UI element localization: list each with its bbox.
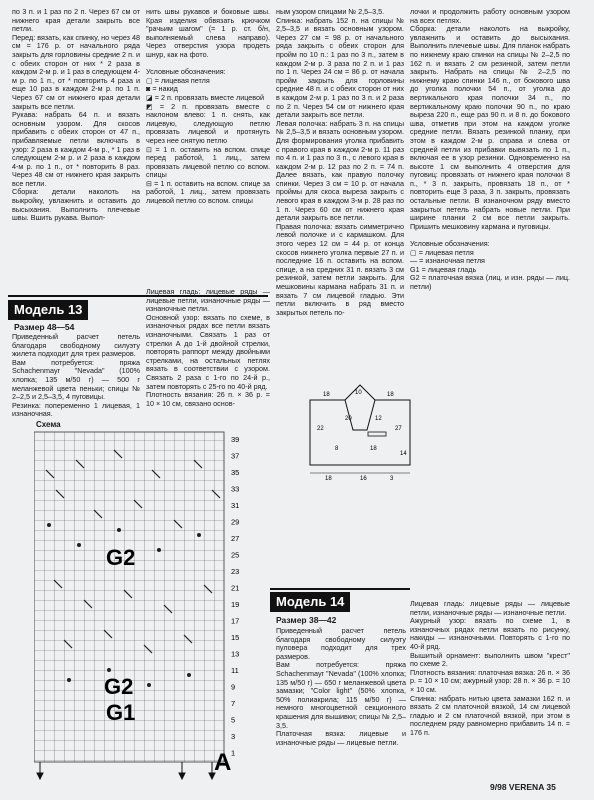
row-number: 37 xyxy=(231,451,240,461)
vest-dimension: 18 xyxy=(387,392,394,398)
row-number: 13 xyxy=(231,649,240,659)
vest-dimension: 12 xyxy=(375,416,382,422)
row-number: 21 xyxy=(231,583,240,593)
model-13-heading: Модель 13 xyxy=(8,300,88,320)
row-number: 25 xyxy=(231,550,240,560)
text-column-3-top: ным узором спицами № 2,5–3,5. Спинка: набрать 152 п. на спицы № 2,5–3,5 и вязать основным узором. Через 27 см = 98 р. от начального ряда закрыть с обеих сторон для пройм по 10 п.: 1 раз по 3 п., затем в каждом 2-м р. 3 раза по 2 п. и 1 раз по 1 п. Через 24 см = 86 р. от начала пройм закрыть для горловины средние 48 п. и с обеих сторон от них в каждом 2-м р. 1 раз по 3 п. и 2 раза по 2 п. Через 54 см от нижнего края детали закрыть все петли. Левая полочка: набрать 3 п. на спицы № 2,5–3,5 и вязать основным узором. Для формирования уголка прибавить с правого края в каждом 2-м р. 11 раз по 4 п. и 1 раз по 3 п., с левого края в каждом 2-м р. 12 раз по 2 п. = 74 п. Далее вязать, как правую полочку спинки. Через 3 см = 10 р. от начала проймы для скоса выреза закрыть с левого края в каждом 3-м р. 28 раз по 1 п. Через 60 см от нижнего края детали закрыть все петли. Правая полочка: вязать симметрично левой полочке и с кармашком. Для этого через 12 см = 44 р. от конца скосов нижнего уголка первые 27 п. и последние 16 п. оставить на вспом. спице, а на средних 31 п. вязать 3 см резинкой, затем петли закрыть. Для мешковины кармана набрать 31 п. и вязать 7 см лицевой гладью. Эти петли включить в ряд вместо закрытых петель по- xyxy=(276,7,404,317)
row-number: 9 xyxy=(231,682,236,692)
row-number: 33 xyxy=(231,484,240,494)
schema-label-g1: G1 xyxy=(106,700,136,725)
row-number: 11 xyxy=(231,666,239,675)
model-13-size: Размер 48—54 xyxy=(14,322,75,332)
row-number: 39 xyxy=(231,435,240,444)
row-number: 1 xyxy=(231,748,236,758)
vest-dimension: 20 xyxy=(345,416,352,422)
row-number: 17 xyxy=(231,616,240,626)
row-number: 27 xyxy=(231,534,240,543)
model-14-column-2: Лицевая гладь: лицевые ряды — лицевые петли, изнаночные ряды — изнаночные петли. Ажурный узор: вязать по схеме 1, в изнаночных рядах петли вязать по рисунку, накиды — изнаночными. Повторять с 1-го по 40-й ряд. Вышитый орнамент: выполнить швом "крест" по схеме 2. Плотность вязания: платочная вязка: 26 п. × 36 р. = 10 × 10 см; ажурный узор: 28 п. × 36 р. = 10 × 10 см. Спинка: набрать нитью цвета замазки 162 п. и вязать 2 см платочной вязкой, 14 см лицевой гладью и 2 см платочной вязкой, при этом в последнем ряду равномерно прибавить 14 п. = 176 п. xyxy=(410,599,570,737)
model-13-column-1: Приведенный расчет петель благодаря свободному силуэту жилета подходит для трех размеров. Вам потребуется: пряжа Schachenmayr "Nevada" (100% хлопка; 135 м/50 г) — 500 г меланжевой цвета пеньки; спицы № 2–2,5 и 2,5–3,5, 4 пуговицы. Резинка: попеременно 1 лицевая, 1 изнаночная. xyxy=(12,332,140,419)
schema-label-g2-lower: G2 xyxy=(104,674,134,699)
model-14-heading: Модель 14 xyxy=(270,592,350,612)
text-column-4-top: лочки и продолжить работу основным узором на всех петлях. Сборка: детали наколоть на выкройку, увлажнить и оставить до высыхания. Выполнить плечевые швы. Для планок набрать по нижнему краю спинки на спицы № 2–2,5 по 162 п. и вязать 2 см резинкой, затем петли закрыть. Набрать на спицы № 2–2,5 по нижнему краю спинки 146 п., от бокового шва до уголка полочки 54 п., от уголка до вертикального края полочки 34 п., по вертикальному краю полочки 90 п., по краю выреза 220 п., еще раз 90 п. и 8 п. до бокового шва, отметив при этом на каждом уголке средние петли. Вязать резинкой планку, при этом в каждом 2-м р. справа и слева от средней петли из прибавки вывязать по 1 п., включая ее в узор резинки. Одновременно на высоте 1 см выполнить 4 отверстия для пуговиц: провязать от нижнего края полочки 8 п., * 3 п. закрыть, провязать 18 п., от * повторить еще 3 раза, 3 п. закрыть, провязать остальные петли. В изнаночном ряду вместо закрытых петель набрать новые петли. При ширине планки 2 см все петли закрыть. Пришить мешковину кармана и пуговицы. Условные обозначения: ▢ = лицевая петля — = изнаночная петля G1 = лицевая гладь G2 = платочная вязка (лиц. и изн. ряды — лиц. петли) xyxy=(410,7,570,291)
vest-schematic xyxy=(305,380,415,485)
row-number: 3 xyxy=(231,732,236,741)
schema-title: Схема xyxy=(36,420,61,429)
vest-dimension: 18 xyxy=(325,476,332,482)
row-number-labels xyxy=(231,435,239,758)
vest-dimension: 10 xyxy=(355,390,362,396)
row-number: 5 xyxy=(231,715,236,725)
model-14-size: Размер 38—42 xyxy=(276,615,337,625)
text-column-2-top: нить швы рукавов и боковые швы. Края изделия обвязать крючком "рачьим шагом" (= 1 р. ст. б/н, выполняемый слева направо). Через отверстия узора продеть шнур, как на фото. Условные обозначения: ▢ = лицевая петля ◙ = накид ◪ = 2 п. провязать вместе лицевой ◩ = 2 п. провязать вместе с наклоном влево: 1 п. снять, как лицевую, следующую петлю провязать лицевой и протянуть через нее снятую петлю ⊡ = 1 п. оставить на вспом. спице перед работой, 1 лиц., затем провязать лицевой петлю со вспом. спицы ⊟ = 1 п. оставить на вспом. спице за работой, 1 лиц., затем провязать лицевой петлю со вспом. спицы xyxy=(146,7,270,206)
row-number: 35 xyxy=(231,468,240,477)
text-column-1-top: по 3 п. и 1 раз по 2 п. Через 67 см от нижнего края детали закрыть все петли. Перед: вязать, как спинку, но через 48 см = 176 р. от начального ряда закрыть для горловины средние 2 п. и с обеих сторон от них * 2 раза в каждом 2-м р. и 1 раз в следующем 4-м р. по 1 п., от * повторить 4 раза и еще 10 раз в каждом 2-м р. по 1 п. Через 67 см от нижнего края детали закрыть все петли. Рукава: набрать 64 п. и вязать основным узором. Для скосов прибавить с обеих сторон от 47 п., прибавляемые петли включать в узор: 2 раза в каждом 4-м р., * 1 раз в следующем 2-м р. и 2 раза в каждом 4-м р. по 1 п., от * повторить 8 раз. Через 48 см от нижнего края закрыть все петли. Сборка: детали наколоть на выкройку, увлажнить и оставить до высыхания. Выполнить плечевые швы. Вшить рукава. Выпол- xyxy=(12,7,140,223)
vest-dimension-labels xyxy=(317,390,407,482)
row-number: 29 xyxy=(231,517,240,527)
vest-dimension: 18 xyxy=(370,446,377,452)
row-number: 19 xyxy=(231,600,240,609)
vest-dimension: 18 xyxy=(323,392,330,398)
vest-dimension: 3 xyxy=(390,476,394,482)
row-number: 15 xyxy=(231,633,240,642)
row-number: 31 xyxy=(231,501,240,510)
schema-arrow-label: A xyxy=(214,749,232,776)
vest-dimension: 22 xyxy=(317,426,324,432)
vest-dimension: 14 xyxy=(400,451,407,457)
row-number: 7 xyxy=(231,699,236,708)
model-14-column-1: Приведенный расчет петель благодаря свободному силуэту пуловера подходит для трех размеров. Вам потребуется: пряжа Schachenmayr "Nevada" (100% хлопка; 135 м/50 г) — 650 г меланжевой цвета замазки; "Color light" (50% хлопка, 50% полиакрила; 115 м/50 г) — немного многоцветной секционного крашения для вышивки; спицы № 2,5–3,5. Платочная вязка: лицевые и изнаночные ряды — лицевые петли. xyxy=(276,626,406,747)
vest-dimension: 27 xyxy=(395,426,402,432)
model-14-divider xyxy=(270,588,410,590)
vest-dimension: 16 xyxy=(360,476,367,482)
page-footer: 9/98 VERENA 35 xyxy=(490,782,556,792)
row-number: 23 xyxy=(231,567,240,576)
model-13-column-2: Лицевая гладь: лицевые ряды — лицевые петли, изнаночные ряды — изнаночные петли. Основной узор: вязать по схеме, в изнаночных рядах все петли вязать изнаночными. Связать 1 раз от стрелки А до 1-й двойной стрелки, повторять раппорт между двойными стрелками, на остальных петлях вязать в соответствии с узором. Связать 2 раза с 1-го по 24-й р., затем повторять с 25-го по 40-й ряд. Плотность вязания: 26 п. × 36 р. = 10 × 10 см, связано основ- xyxy=(146,287,270,408)
vest-dimension: 8 xyxy=(335,446,339,452)
schema-label-g2-upper: G2 xyxy=(106,545,136,570)
knitting-schema-chart xyxy=(34,430,264,790)
